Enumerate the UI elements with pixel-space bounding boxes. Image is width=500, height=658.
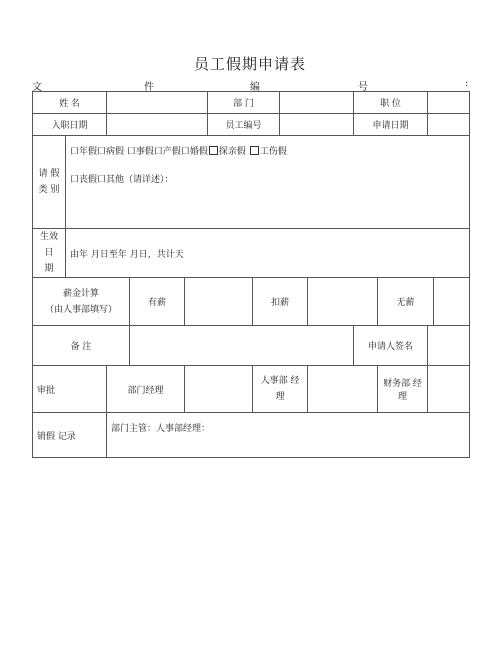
finance-manager-label: 财务部 经理 (378, 366, 428, 413)
cancel-leave-record-text[interactable]: 部门主管：人事部经理： (107, 413, 470, 458)
approval-label: 审批 (33, 366, 107, 413)
checkbox-icon[interactable] (250, 146, 259, 155)
doc-no-char-2: 件 (144, 82, 154, 93)
leave-type-label-line2: 类 别 (38, 185, 60, 195)
doc-no-char-4: 号 (358, 82, 368, 93)
hr-manager-field[interactable] (308, 366, 378, 413)
effective-date-label (33, 229, 66, 278)
hr-manager-label-line2: 理 (275, 392, 285, 402)
paid-field[interactable] (185, 278, 253, 326)
employee-number-field[interactable] (280, 114, 354, 136)
salary-calc-label (33, 278, 130, 326)
applicant-signature-label: 申请人签名 (354, 326, 428, 366)
effective-date-label-line1: 生效 日 (39, 232, 58, 258)
dept-field[interactable] (280, 92, 354, 114)
unpaid-field[interactable] (434, 278, 470, 326)
leave-type-options-a: 口年假口病假 口事假口产假口婚假 (70, 147, 208, 157)
name-label: 姓 名 (33, 92, 107, 114)
page-title: 员工假期申请表 (193, 55, 306, 73)
salary-calc-label-line2: （由人事部填写） (44, 304, 117, 315)
leave-type-options-line2: 口丧假口其他（请详述）： (70, 175, 174, 185)
effective-date-text[interactable]: 由年 月日至年 月日，共计天 (66, 229, 470, 278)
leave-application-form (32, 91, 470, 458)
paid-label: 有薪 (130, 278, 185, 326)
doc-no-char-3: 编 (250, 82, 260, 93)
position-field[interactable] (428, 92, 470, 114)
hr-manager-label-line1: 人事部 经 (260, 376, 300, 386)
hr-manager-label (253, 366, 308, 413)
employee-number-label: 员工编号 (208, 114, 280, 136)
finance-manager-field[interactable] (428, 366, 470, 413)
deduct-label: 扣薪 (253, 278, 308, 326)
leave-type-options-line1 (70, 144, 465, 160)
salary-calc-label-line1: 薪金计算 (62, 288, 99, 299)
home-visit-leave-label: 探亲假 (218, 147, 246, 157)
name-field[interactable] (107, 92, 208, 114)
join-date-label: 入职日期 (33, 114, 107, 136)
checkbox-icon[interactable] (209, 146, 218, 155)
doc-no-char-1: 文 (32, 82, 42, 93)
join-date-field[interactable] (107, 114, 208, 136)
remark-field[interactable] (130, 326, 354, 366)
dept-manager-label: 部门经理 (107, 366, 185, 413)
apply-date-field[interactable] (428, 114, 470, 136)
remark-label: 备 注 (33, 326, 130, 366)
doc-no-colon: : (465, 78, 469, 89)
unpaid-label: 无薪 (378, 278, 434, 326)
deduct-field[interactable] (308, 278, 378, 326)
effective-date-label-line2: 期 (44, 264, 54, 274)
position-label: 职 位 (354, 92, 428, 114)
dept-manager-field[interactable] (185, 366, 253, 413)
work-injury-leave-label: 工伤假 (259, 147, 287, 157)
applicant-signature-field[interactable] (428, 326, 470, 366)
leave-type-label-line1: 请 假 (38, 169, 60, 179)
apply-date-label: 申请日期 (354, 114, 428, 136)
dept-label: 部 门 (208, 92, 280, 114)
leave-type-label (33, 136, 66, 229)
leave-type-options (66, 136, 470, 229)
document-number (32, 78, 472, 92)
cancel-leave-record-label: 销假 记录 (33, 413, 107, 458)
